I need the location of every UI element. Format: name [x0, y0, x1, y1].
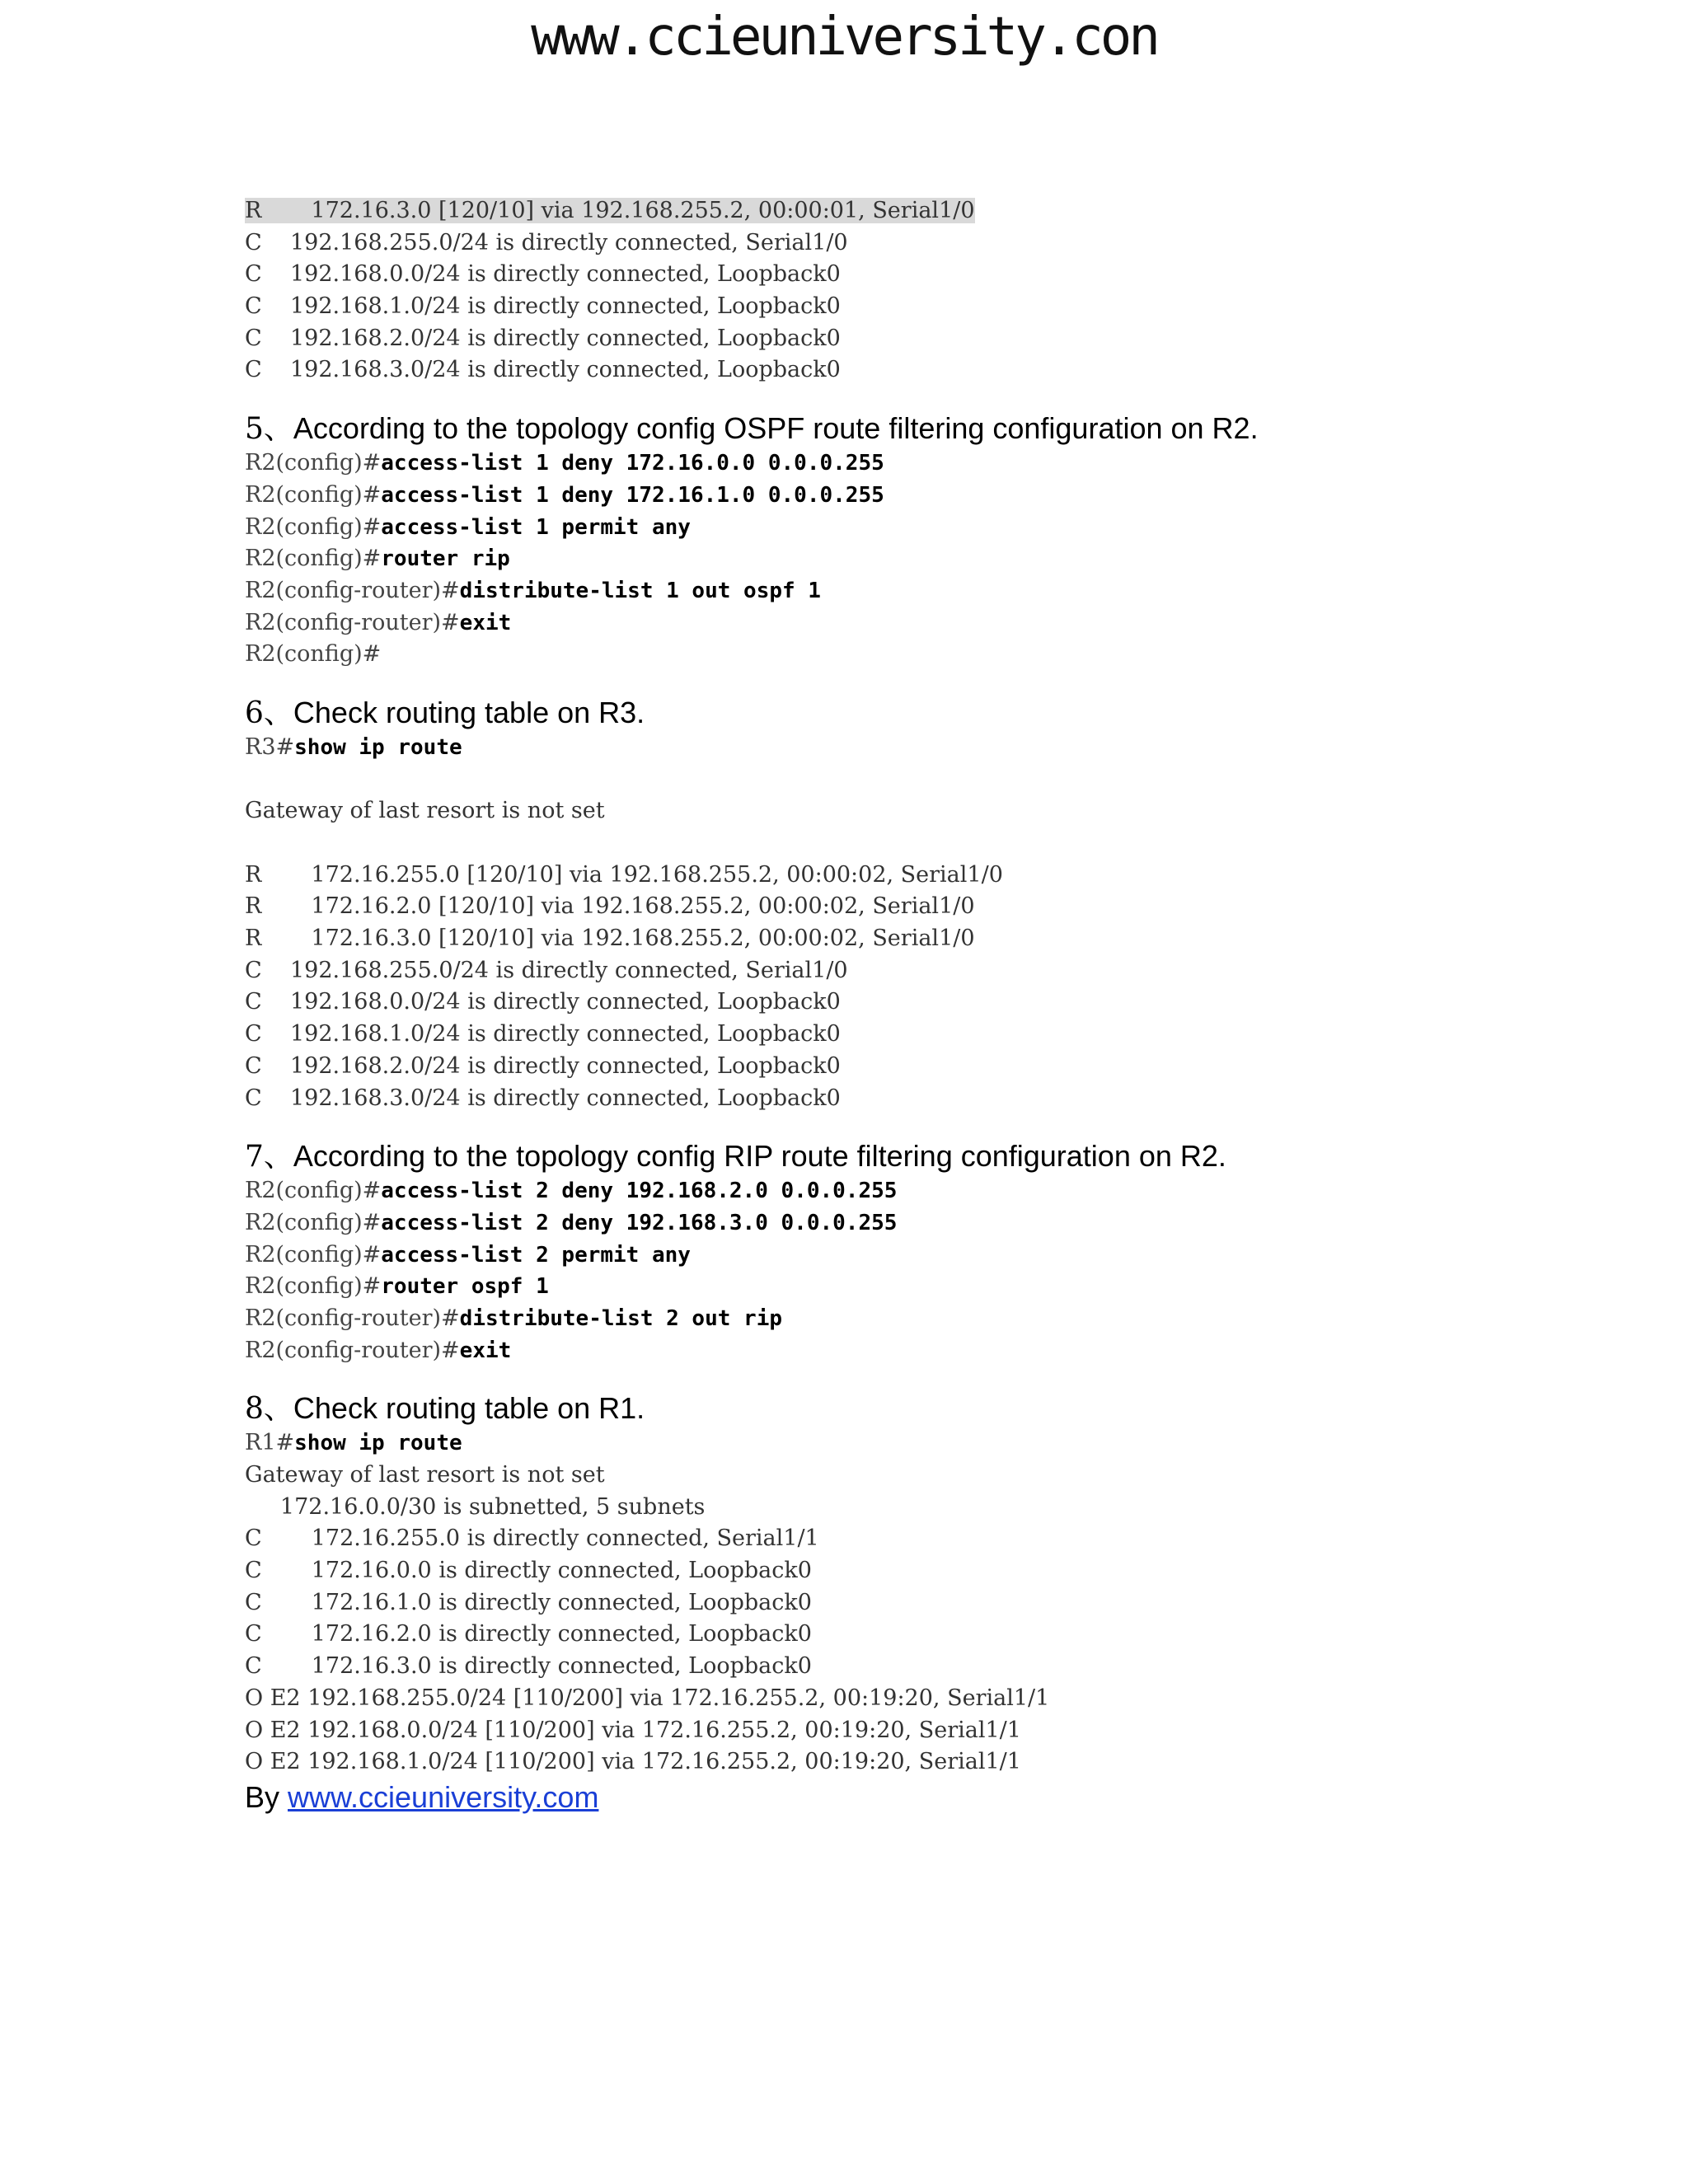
cli-prompt: R1#: [245, 1430, 295, 1456]
route-line: C 192.168.3.0/24 is directly connected, Loopback0: [245, 357, 841, 383]
route-line: R 172.16.255.0 [120/10] via 192.168.255.2, 00:00:02, Serial1/0: [245, 861, 1003, 888]
route-line: C 192.168.1.0/24 is directly connected, Loopback0: [245, 1021, 841, 1047]
cli-command: access-list 2 deny 192.168.2.0 0.0.0.255: [381, 1179, 898, 1204]
blank-line: [245, 827, 1564, 860]
route-line: C 192.168.255.0/24 is directly connected, Serial1/0: [245, 957, 848, 983]
config-line: [245, 1271, 1564, 1303]
route-line: [245, 195, 1564, 227]
route-line: C 192.168.2.0/24 is directly connected, Loopback0: [245, 1052, 841, 1079]
config-line: [245, 575, 1564, 607]
cli-prompt: R2(config-router)#: [245, 609, 460, 635]
command-line: [245, 1427, 1564, 1460]
step-title: According to the topology config OSPF route filtering configuration on R2.: [293, 411, 1259, 446]
cli-command: exit: [459, 1338, 512, 1363]
config-line: [245, 448, 1564, 480]
route-line: C 172.16.2.0 is directly connected, Loopback0: [245, 1621, 812, 1647]
cli-command: exit: [459, 610, 512, 635]
cli-prompt: R2(config)#: [245, 546, 382, 572]
cli-command: router rip: [381, 546, 510, 572]
step-number: 6、: [245, 696, 293, 730]
gateway-line: Gateway of last resort is not set: [245, 1462, 605, 1488]
document-body: [245, 195, 1564, 1816]
route-line: R 172.16.2.0 [120/10] via 192.168.255.2, 00:00:02, Serial1/0: [245, 893, 975, 920]
config-line: [245, 512, 1564, 544]
config-line: [245, 1335, 1564, 1367]
step-title: Check routing table on R3.: [293, 695, 645, 729]
cli-command: show ip route: [294, 1431, 462, 1456]
cli-command: distribute-list 1 out ospf 1: [459, 578, 821, 603]
cli-command: show ip route: [294, 734, 462, 760]
cli-command: router ospf 1: [381, 1274, 549, 1300]
cli-prompt: R3#: [245, 733, 295, 760]
cli-prompt: R2(config)#: [245, 513, 382, 540]
cli-command: access-list 1 permit any: [381, 514, 691, 540]
step-number: 7、: [245, 1140, 293, 1174]
step-6-heading: [245, 694, 1564, 732]
route-line: C 172.16.1.0 is directly connected, Loopback0: [245, 1589, 812, 1615]
cli-prompt: R2(config-router)#: [245, 577, 460, 603]
cli-prompt: R2(config)#: [245, 1178, 382, 1204]
route-line: C 192.168.3.0/24 is directly connected, Loopback0: [245, 1085, 841, 1111]
blank-line: [245, 764, 1564, 796]
step-7-heading: [245, 1137, 1564, 1175]
step-number: 5、: [245, 412, 293, 447]
config-line: [245, 639, 1564, 671]
cli-command: access-list 1 deny 172.16.1.0 0.0.0.255: [381, 482, 884, 508]
command-line: [245, 732, 1564, 764]
cli-command: distribute-list 2 out rip: [459, 1305, 783, 1331]
cli-prompt: R2(config-router)#: [245, 1337, 460, 1363]
route-line: C 172.16.255.0 is directly connected, Serial1/1: [245, 1526, 819, 1552]
highlighted-route-text: R 172.16.3.0 [120/10] via 192.168.255.2, 00:00:01, Serial1/0: [245, 198, 975, 223]
route-line: C 192.168.0.0/24 is directly connected, Loopback0: [245, 261, 841, 288]
step-5-heading: [245, 410, 1564, 448]
cli-prompt: R2(config)#: [245, 1241, 382, 1268]
route-line: C 192.168.0.0/24 is directly connected, Loopback0: [245, 989, 841, 1015]
cli-prompt: R2(config)#: [245, 450, 382, 476]
footer-link[interactable]: www.ccieuniversity.com: [288, 1779, 599, 1814]
route-line: O E2 192.168.255.0/24 [110/200] via 172.16.255.2, 00:19:20, Serial1/1: [245, 1685, 1050, 1711]
route-line: O E2 192.168.1.0/24 [110/200] via 172.16.255.2, 00:19:20, Serial1/1: [245, 1749, 1021, 1775]
route-line: R 172.16.3.0 [120/10] via 192.168.255.2, 00:00:02, Serial1/0: [245, 926, 975, 952]
route-line: C 172.16.3.0 is directly connected, Loopback0: [245, 1653, 812, 1680]
cli-prompt: R2(config)#: [245, 1273, 382, 1300]
step-title: Check routing table on R1.: [293, 1391, 645, 1426]
cli-command: access-list 2 permit any: [381, 1242, 691, 1268]
cli-command: access-list 2 deny 192.168.3.0 0.0.0.255: [381, 1210, 898, 1235]
step-8-heading: [245, 1390, 1564, 1427]
config-line: [245, 1207, 1564, 1240]
config-line: [245, 480, 1564, 512]
config-line: [245, 1175, 1564, 1207]
route-line: C 172.16.0.0 is directly connected, Loopback0: [245, 1558, 812, 1584]
config-line: [245, 543, 1564, 575]
gateway-line: Gateway of last resort is not set: [245, 798, 605, 824]
cli-prompt: R2(config)#: [245, 481, 382, 508]
route-line: C 192.168.255.0/24 is directly connected, Serial1/0: [245, 229, 848, 255]
config-line: [245, 1303, 1564, 1335]
route-line: 172.16.0.0/30 is subnetted, 5 subnets: [245, 1493, 706, 1520]
cli-prompt: R2(config-router)#: [245, 1305, 460, 1331]
route-line: C 192.168.2.0/24 is directly connected, Loopback0: [245, 325, 841, 351]
step-number: 8、: [245, 1392, 293, 1427]
step-title: According to the topology config RIP route filtering configuration on R2.: [293, 1139, 1226, 1174]
cli-prompt: R2(config)#: [245, 1209, 382, 1235]
site-header: www.ccieuniversity.con: [531, 7, 1157, 68]
cli-prompt: R2(config)#: [245, 641, 382, 668]
config-line: [245, 1240, 1564, 1272]
cli-command: access-list 1 deny 172.16.0.0 0.0.0.255: [381, 451, 884, 476]
route-line: C 192.168.1.0/24 is directly connected, Loopback0: [245, 293, 841, 320]
route-line: O E2 192.168.0.0/24 [110/200] via 172.16.255.2, 00:19:20, Serial1/1: [245, 1717, 1021, 1743]
footer-by-label: By: [245, 1779, 288, 1814]
footer-credit: [245, 1779, 1564, 1816]
config-line: [245, 607, 1564, 640]
